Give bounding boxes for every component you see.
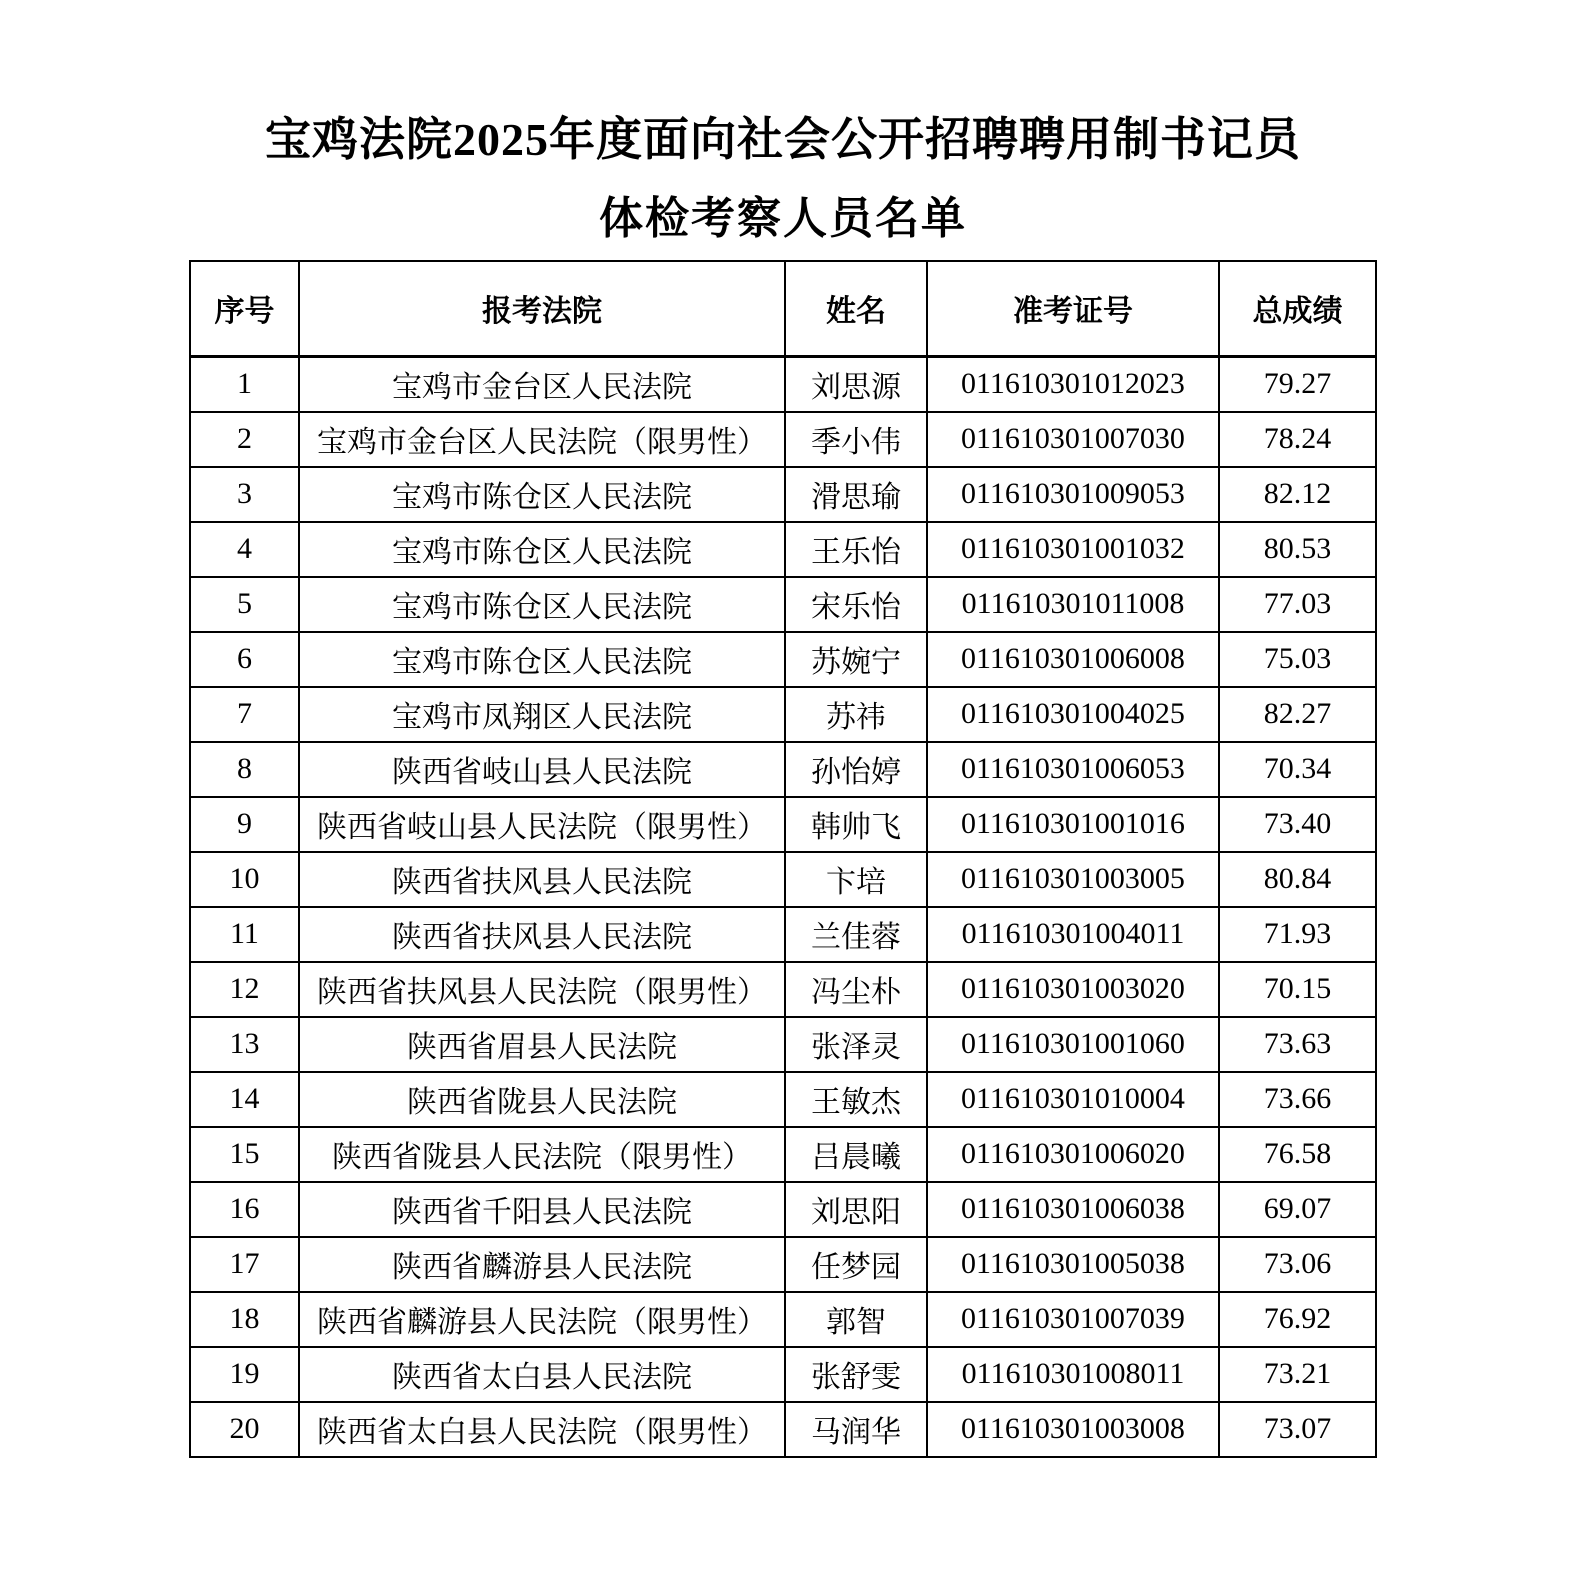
exam-id-cell: 011610301001060 <box>927 1017 1219 1072</box>
name-cell: 王乐怡 <box>785 522 927 577</box>
table-row <box>190 356 1376 412</box>
score-cell: 78.24 <box>1219 412 1376 467</box>
table-row <box>190 577 1376 632</box>
name-cell: 苏祎 <box>785 687 927 742</box>
score-cell: 70.15 <box>1219 962 1376 1017</box>
court-cell: 宝鸡市金台区人民法院 <box>299 356 785 412</box>
exam-id-cell: 011610301009053 <box>927 467 1219 522</box>
court-cell: 陕西省麟游县人民法院（限男性） <box>299 1292 785 1347</box>
court-cell: 宝鸡市陈仓区人民法院 <box>299 467 785 522</box>
table-row <box>190 1402 1376 1457</box>
court-cell: 宝鸡市陈仓区人民法院 <box>299 632 785 687</box>
court-cell: 陕西省陇县人民法院 <box>299 1072 785 1127</box>
exam-id-cell: 011610301003008 <box>927 1402 1219 1457</box>
table-row <box>190 522 1376 577</box>
court-cell: 陕西省岐山县人民法院 <box>299 742 785 797</box>
score-cell: 77.03 <box>1219 577 1376 632</box>
exam-id-cell: 011610301005038 <box>927 1237 1219 1292</box>
table-body <box>190 356 1376 1457</box>
court-cell: 宝鸡市陈仓区人民法院 <box>299 577 785 632</box>
exam-id-cell: 011610301012023 <box>927 356 1219 412</box>
exam-id-cell: 011610301003020 <box>927 962 1219 1017</box>
court-cell: 陕西省太白县人民法院（限男性） <box>299 1402 785 1457</box>
header-cell-score: 总成绩 <box>1219 261 1376 357</box>
table-row <box>190 467 1376 522</box>
exam-id-cell: 011610301007030 <box>927 412 1219 467</box>
score-cell: 82.12 <box>1219 467 1376 522</box>
score-cell: 76.58 <box>1219 1127 1376 1182</box>
roster-table <box>189 260 1377 1458</box>
exam-id-cell: 011610301006038 <box>927 1182 1219 1237</box>
exam-id-cell: 011610301008011 <box>927 1347 1219 1402</box>
table-row <box>190 1347 1376 1402</box>
score-cell: 76.92 <box>1219 1292 1376 1347</box>
score-cell: 71.93 <box>1219 907 1376 962</box>
score-cell: 73.21 <box>1219 1347 1376 1402</box>
table-header-row <box>190 261 1376 357</box>
row-number-cell: 7 <box>190 687 299 742</box>
exam-id-cell: 011610301001032 <box>927 522 1219 577</box>
document-title-line1: 宝鸡法院2025年度面向社会公开招聘聘用制书记员 <box>265 114 1301 165</box>
name-cell: 任梦园 <box>785 1237 927 1292</box>
score-cell: 73.63 <box>1219 1017 1376 1072</box>
court-cell: 陕西省千阳县人民法院 <box>299 1182 785 1237</box>
row-number-cell: 18 <box>190 1292 299 1347</box>
court-cell: 宝鸡市金台区人民法院（限男性） <box>299 412 785 467</box>
exam-id-cell: 011610301006053 <box>927 742 1219 797</box>
court-cell: 陕西省岐山县人民法院（限男性） <box>299 797 785 852</box>
table-row <box>190 1127 1376 1182</box>
row-number-cell: 14 <box>190 1072 299 1127</box>
row-number-cell: 10 <box>190 852 299 907</box>
name-cell: 张舒雯 <box>785 1347 927 1402</box>
court-cell: 陕西省眉县人民法院 <box>299 1017 785 1072</box>
header-cell-court: 报考法院 <box>299 261 785 357</box>
table-row <box>190 797 1376 852</box>
exam-id-cell: 011610301011008 <box>927 577 1219 632</box>
row-number-cell: 9 <box>190 797 299 852</box>
table-row <box>190 1182 1376 1237</box>
table-row <box>190 687 1376 742</box>
table-row <box>190 632 1376 687</box>
exam-id-cell: 011610301004011 <box>927 907 1219 962</box>
name-cell: 马润华 <box>785 1402 927 1457</box>
row-number-cell: 15 <box>190 1127 299 1182</box>
row-number-cell: 13 <box>190 1017 299 1072</box>
court-cell: 陕西省麟游县人民法院 <box>299 1237 785 1292</box>
exam-id-cell: 011610301001016 <box>927 797 1219 852</box>
name-cell: 张泽灵 <box>785 1017 927 1072</box>
row-number-cell: 5 <box>190 577 299 632</box>
header-cell-name: 姓名 <box>785 261 927 357</box>
exam-id-cell: 011610301007039 <box>927 1292 1219 1347</box>
name-cell: 兰佳蓉 <box>785 907 927 962</box>
name-cell: 刘思源 <box>785 356 927 412</box>
name-cell: 苏婉宁 <box>785 632 927 687</box>
row-number-cell: 3 <box>190 467 299 522</box>
exam-id-cell: 011610301004025 <box>927 687 1219 742</box>
exam-id-cell: 011610301006020 <box>927 1127 1219 1182</box>
score-cell: 73.40 <box>1219 797 1376 852</box>
score-cell: 80.84 <box>1219 852 1376 907</box>
score-cell: 75.03 <box>1219 632 1376 687</box>
score-cell: 73.06 <box>1219 1237 1376 1292</box>
name-cell: 宋乐怡 <box>785 577 927 632</box>
row-number-cell: 20 <box>190 1402 299 1457</box>
row-number-cell: 1 <box>190 356 299 412</box>
row-number-cell: 17 <box>190 1237 299 1292</box>
court-cell: 陕西省太白县人民法院 <box>299 1347 785 1402</box>
court-cell: 陕西省扶风县人民法院 <box>299 907 785 962</box>
name-cell: 卞培 <box>785 852 927 907</box>
exam-id-cell: 011610301010004 <box>927 1072 1219 1127</box>
score-cell: 82.27 <box>1219 687 1376 742</box>
header-cell-number: 序号 <box>190 261 299 357</box>
name-cell: 郭智 <box>785 1292 927 1347</box>
table-row <box>190 1237 1376 1292</box>
name-cell: 吕晨曦 <box>785 1127 927 1182</box>
name-cell: 王敏杰 <box>785 1072 927 1127</box>
name-cell: 刘思阳 <box>785 1182 927 1237</box>
court-cell: 宝鸡市陈仓区人民法院 <box>299 522 785 577</box>
court-cell: 陕西省扶风县人民法院 <box>299 852 785 907</box>
name-cell: 季小伟 <box>785 412 927 467</box>
score-cell: 79.27 <box>1219 356 1376 412</box>
row-number-cell: 16 <box>190 1182 299 1237</box>
header-cell-exam-id: 准考证号 <box>927 261 1219 357</box>
name-cell: 滑思瑜 <box>785 467 927 522</box>
court-cell: 宝鸡市凤翔区人民法院 <box>299 687 785 742</box>
table-row <box>190 1292 1376 1347</box>
court-cell: 陕西省扶风县人民法院（限男性） <box>299 962 785 1017</box>
row-number-cell: 8 <box>190 742 299 797</box>
exam-id-cell: 011610301003005 <box>927 852 1219 907</box>
document-title <box>188 112 1378 246</box>
table-row <box>190 852 1376 907</box>
table-row <box>190 1017 1376 1072</box>
score-cell: 73.07 <box>1219 1402 1376 1457</box>
table-row <box>190 1072 1376 1127</box>
score-cell: 70.34 <box>1219 742 1376 797</box>
row-number-cell: 6 <box>190 632 299 687</box>
table-row <box>190 907 1376 962</box>
table-row <box>190 962 1376 1017</box>
row-number-cell: 4 <box>190 522 299 577</box>
court-cell: 陕西省陇县人民法院（限男性） <box>299 1127 785 1182</box>
row-number-cell: 11 <box>190 907 299 962</box>
row-number-cell: 2 <box>190 412 299 467</box>
table-row <box>190 412 1376 467</box>
score-cell: 69.07 <box>1219 1182 1376 1237</box>
document-title-line2: 体检考察人员名单 <box>599 194 967 244</box>
name-cell: 韩帅飞 <box>785 797 927 852</box>
score-cell: 73.66 <box>1219 1072 1376 1127</box>
name-cell: 冯尘朴 <box>785 962 927 1017</box>
name-cell: 孙怡婷 <box>785 742 927 797</box>
table-row <box>190 742 1376 797</box>
row-number-cell: 12 <box>190 962 299 1017</box>
exam-id-cell: 011610301006008 <box>927 632 1219 687</box>
row-number-cell: 19 <box>190 1347 299 1402</box>
score-cell: 80.53 <box>1219 522 1376 577</box>
